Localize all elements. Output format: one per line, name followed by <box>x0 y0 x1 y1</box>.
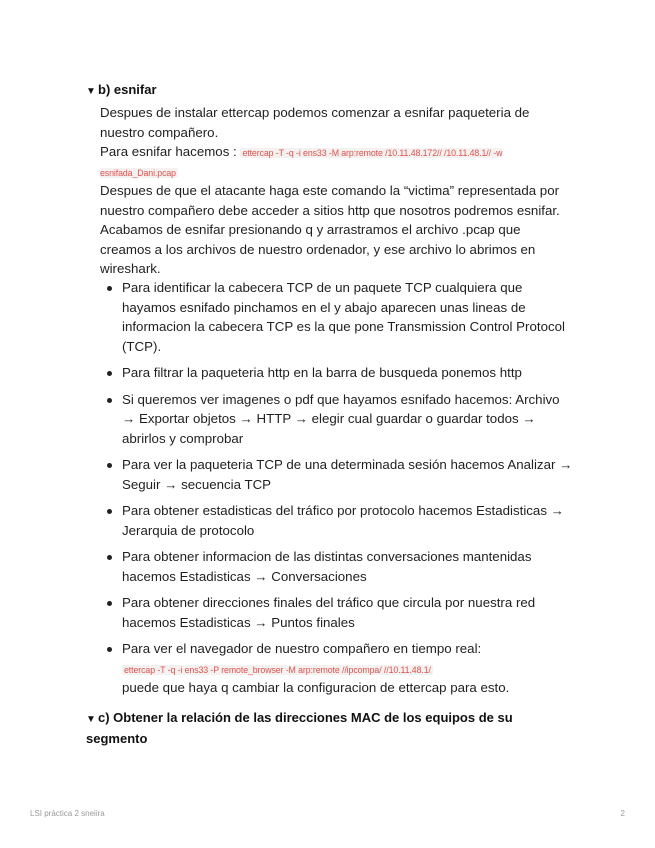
bullet-dot-icon <box>107 647 112 652</box>
list-item: Para ver la paqueteria TCP de una determinada sesión hacemos Analizar → Seguir → secuencia TCP <box>100 455 575 494</box>
toggle-heading-b[interactable] <box>86 80 556 101</box>
paragraph-explanation: Despues de que el atacante haga este comando la “victima” representada por nuestro compañero debe acceder a sitios http que nosotros podremos esnifar. Acabamos de esnifar presionando q y arrastramos el archivo .pcap que creamos a los archivos de nuestro ordenador, y ese archivo lo abrimos en wireshark. <box>100 183 560 276</box>
toggle-triangle-icon[interactable]: ▼ <box>86 86 96 97</box>
paragraph-intro: Despues de instalar ettercap podemos comenzar a esnifar paqueteria de nuestro compañero. <box>100 105 530 140</box>
command-prefix: Para esnifar hacemos : <box>100 144 241 159</box>
list-item: Para obtener informacion de las distintas conversaciones mantenidas hacemos Estadisticas → Conversaciones <box>100 547 575 586</box>
bullet-dot-icon <box>107 601 112 606</box>
paragraph-command <box>100 142 570 181</box>
footer-page-number: 2 <box>620 809 625 818</box>
toggle-triangle-icon[interactable]: ▼ <box>86 714 96 725</box>
section-b-body <box>100 103 570 279</box>
list-item: Para filtrar la paqueteria http en la barra de busqueda ponemos http <box>100 363 575 383</box>
list-item: Para obtener direcciones finales del tráfico que circula por nuestra red hacemos Estadisticas → Puntos finales <box>100 593 575 632</box>
toggle-heading-c[interactable] <box>86 708 556 748</box>
bullet-list <box>100 278 575 705</box>
heading-b-text: b) esnifar <box>98 82 157 97</box>
list-item: Si queremos ver imagenes o pdf que hayamos esnifado hacemos: Archivo → Exportar objetos → HTTP → elegir cual guardar o guardar todos → abrirlos y comprobar <box>100 390 575 449</box>
inline-code-browser: ettercap -T -q -i ens33 -P remote_browser -M arp:remote //ipcompa/ //10.11.48.1/ <box>124 664 431 675</box>
footer-title: LSI práctica 2 sneiira <box>30 809 105 818</box>
bullet-dot-icon <box>107 509 112 514</box>
bullet-dot-icon <box>107 286 112 291</box>
inline-code-command: ettercap -T -q -i ens33 -M arp:remote /10.11.48.172// /10.11.48.1// -w esnifada_Dani.pcap <box>100 148 503 178</box>
bullet-dot-icon <box>107 463 112 468</box>
bullet-dot-icon <box>107 398 112 403</box>
bullet-dot-icon <box>107 371 112 376</box>
list-item: Para obtener estadisticas del tráfico por protocolo hacemos Estadisticas → Jerarquia de protocolo <box>100 501 575 540</box>
heading-c-text: c) Obtener la relación de las direcciones MAC de los equipos de su segmento <box>86 710 513 746</box>
list-item: Para ver el navegador de nuestro compañero en tiempo real: ettercap -T -q -i ens33 -P remote_browser -M arp:remote //ipcompa/ //10.11.48.1/ puede que haya q cambiar la configuracion de ettercap para esto. <box>100 639 575 698</box>
bullet-dot-icon <box>107 555 112 560</box>
list-item: Para identificar la cabecera TCP de un paquete TCP cualquiera que hayamos esnifado pinchamos en el y abajo aparecen unas lineas de informacion la cabecera TCP es la que pone Transmission Control Protocol (TCP). <box>100 278 575 356</box>
